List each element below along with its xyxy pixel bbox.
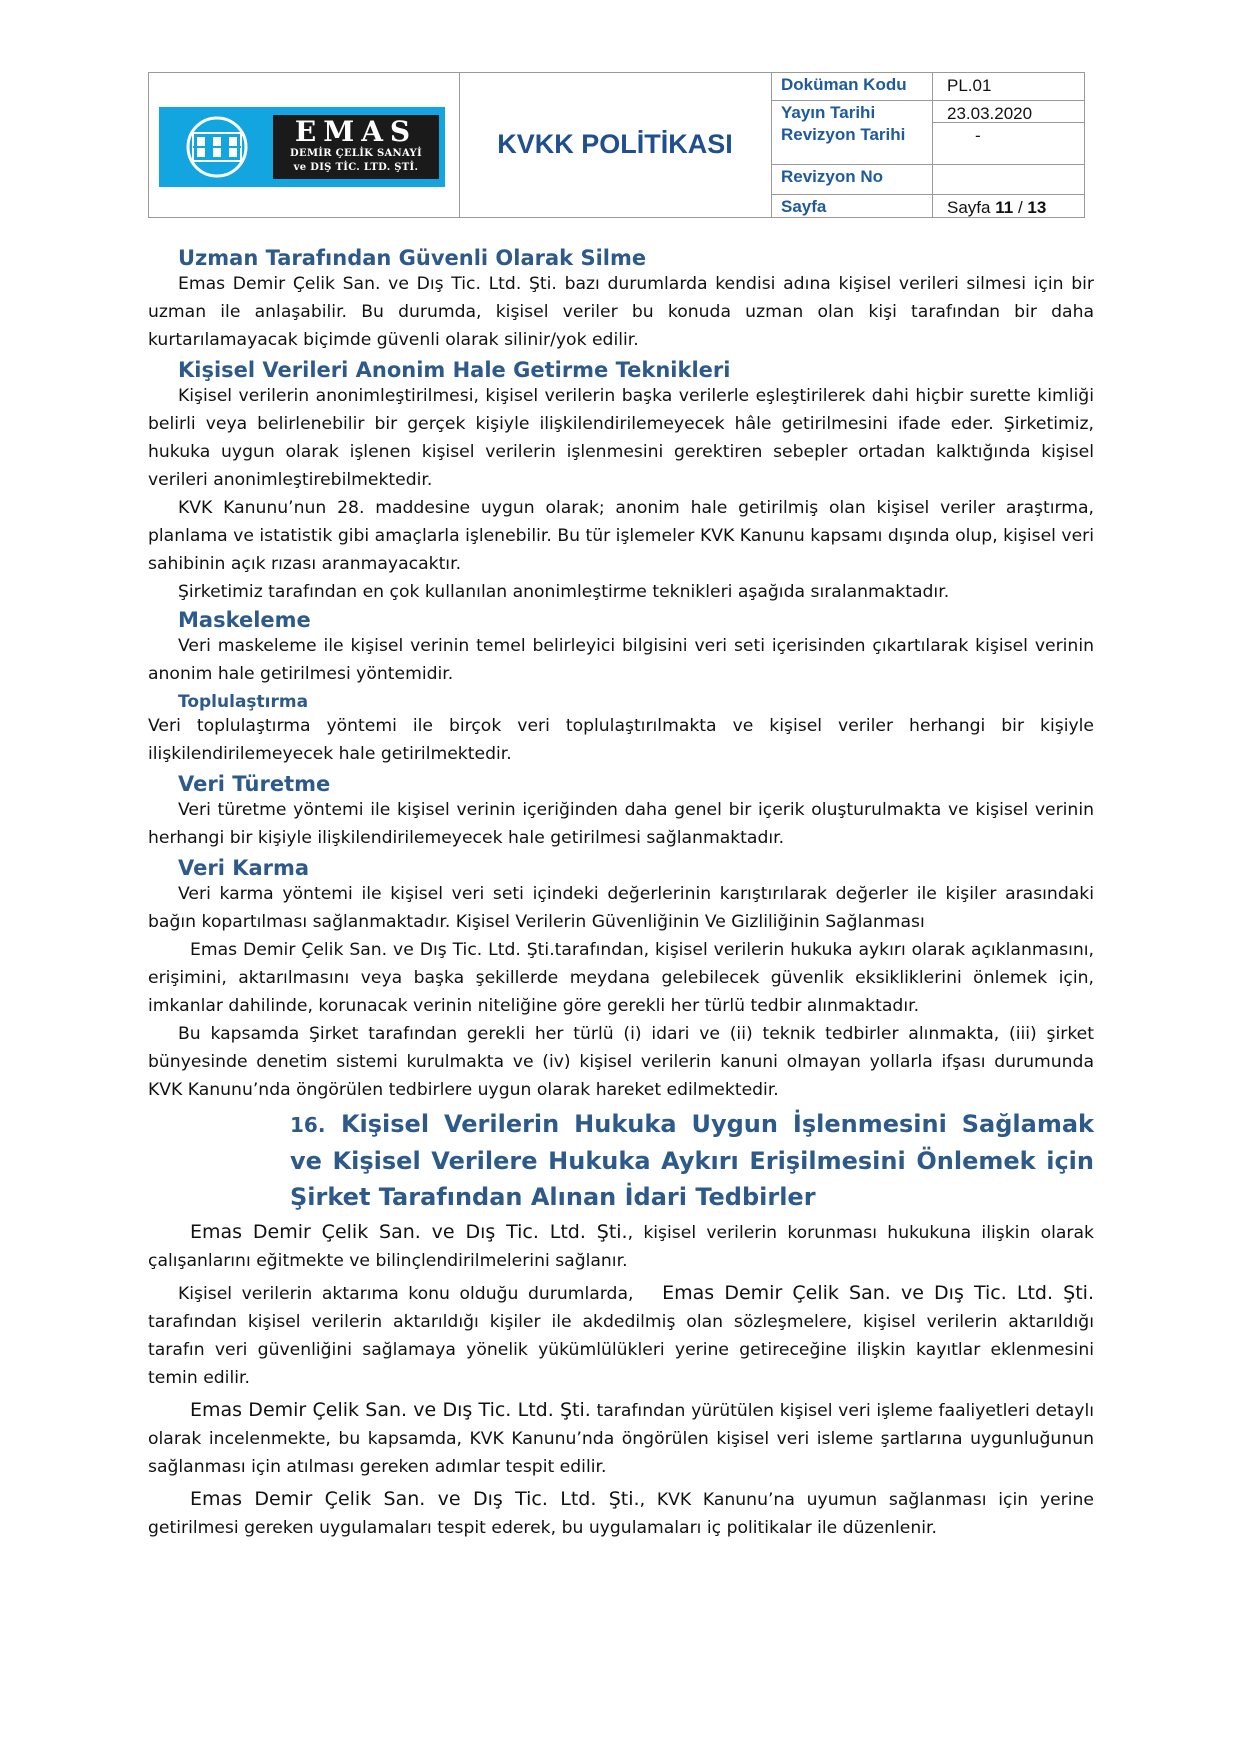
page-indicator — [933, 195, 1084, 217]
meta-value — [933, 165, 1084, 194]
paragraph: Bu kapsamda Şirket tarafından gerekli her türlü (i) idari ve (ii) teknik tedbirler alınmakta, (iii) şirket bünyesinde denetim sistemi kurulmakta ve (iv) kişisel verilerin kanuni olmayan yollarla ifşası durumunda KVK Kanunu’nda öngörülen tedbirlere uygun olarak hareket edilmektedir. — [148, 1024, 1094, 1100]
section-16-heading — [148, 1106, 1094, 1215]
company-name: Emas Demir Çelik San. ve Dış Tic. Ltd. Şti. — [190, 1221, 628, 1243]
section-heading: Uzman Tarafından Güvenli Olarak Silme — [178, 246, 647, 270]
company-name: Emas Demir Çelik San. ve Dış Tic. Ltd. Şti. — [190, 1488, 640, 1510]
paragraph — [148, 1279, 1094, 1392]
meta-row-revision-date — [771, 123, 1084, 165]
meta-row-revision-no — [771, 165, 1084, 195]
meta-value: 23.03.2020 — [933, 101, 1084, 123]
paragraph: Emas Demir Çelik San. ve Dış Tic. Ltd. Şti. bazı durumlarda kendisi adına kişisel verileri silmesi için bir uzman ile anlaşabilir. Bu durumda, kişisel veriler bu konuda uzman olan kişi tarafından bir daha kurtarılamayacak biçimde güvenli olarak silinir/yok edilir. — [148, 274, 1094, 350]
company-name: Emas Demir Çelik San. ve Dış Tic. Ltd. Şti. — [662, 1282, 1094, 1304]
logo-emblem-icon — [167, 115, 267, 179]
paragraph — [148, 1485, 1094, 1542]
section-heading: Veri Türetme — [178, 772, 331, 796]
meta-label: Yayın Tarihi — [771, 101, 933, 123]
paragraph: Veri türetme yöntemi ile kişisel verinin içeriğinden daha genel bir içerik oluşturulmakta ve kişisel verinin herhangi bir kişiyle ilişkilendirilemeyecek hale getirilmesi sağlanmaktadır. — [148, 800, 1094, 848]
meta-table — [771, 73, 1084, 217]
meta-value: - — [975, 126, 981, 145]
page-current: 11 — [995, 198, 1014, 217]
paragraph: Kişisel verilerin anonimleştirilmesi, kişisel verilerin başka verilerle eşleştirilerek dahi hiçbir surette kimliği belirli veya belirlenebilir bir gerçek kişiyle ilişkilendirilemeyecek hâle getirilmesini ifade eder. Şirketimiz, hukuka uygun olarak işlenen kişisel verilerin işlenmesini gerektiren sebepler ortadan kalktığında kişisel verileri anonimleştirebilmektedir. — [148, 386, 1094, 490]
meta-row-page — [771, 195, 1084, 217]
meta-label: Doküman Kodu — [771, 73, 933, 100]
logo-text-box — [273, 115, 439, 179]
page-total: 13 — [1027, 198, 1047, 217]
section-heading: Maskeleme — [178, 608, 311, 632]
paragraph — [148, 1396, 1094, 1481]
paragraph: Emas Demir Çelik San. ve Dış Tic. Ltd. Şti.tarafından, kişisel verilerin hukuka aykırı olarak açıklanmasını, erişimini, aktarılmasını veya başka şekillerde meydana gelebilecek güvenlik eksikliklerini önlemek için, imkanlar dahilinde, korunacak verinin niteliğine göre gerekli her türlü tedbir alınmaktadır. — [148, 940, 1094, 1016]
paragraph-text: Kişisel verilerin aktarıma konu olduğu durumlarda, — [178, 1284, 634, 1304]
meta-label: Sayfa — [771, 195, 933, 217]
logo-subtitle-2: ve DIŞ TİC. LTD. ŞTİ. — [293, 162, 419, 173]
paragraph: KVK Kanunu’nun 28. maddesine uygun olarak; anonim hale getirilmiş olan kişisel veriler araştırma, planlama ve istatistik gibi amaçlarla işlenebilir. Bu tür işlemeler KVK Kanunu kapsamı dışında olup, kişisel veri sahibinin açık rızası aranmayacaktır. — [148, 498, 1094, 574]
paragraph-text: , kişisel verilerin korunması hukukuna ilişkin olarak çalışanlarını eğitmekte ve bilinçlendirilmelerini sağlanır. — [148, 1223, 1094, 1271]
logo-name: EMAS — [294, 115, 418, 148]
company-name: Emas Demir Çelik San. ve Dış Tic. Ltd. Şti. — [190, 1399, 591, 1421]
document-header — [148, 72, 1085, 218]
title-cell — [459, 73, 772, 217]
section-heading: Toplulaştırma — [178, 692, 309, 712]
page-separator: / — [1017, 198, 1023, 217]
logo-cell — [149, 73, 460, 217]
paragraph: Veri toplulaştırma yöntemi ile birçok veri toplulaştırılmakta ve kişisel veriler herhangi bir kişiyle ilişkilendirilemeyecek hale getirilmektedir. — [148, 716, 1094, 764]
section-heading: Kişisel Verileri Anonim Hale Getirme Teknikleri — [178, 358, 731, 382]
paragraph-text: tarafından yürütülen kişisel veri işleme faaliyetleri detaylı olarak incelenmekte, bu kapsamda, KVK Kanunu’nda öngörülen kişisel veri isleme şartlarına uygunluğunun sağlanması için atılması gereken adımlar tespit edilir. — [148, 1401, 1094, 1477]
meta-row-doc-code — [771, 73, 1084, 101]
meta-label: Revizyon Tarihi — [771, 123, 933, 164]
paragraph-text: , KVK Kanunu’na uyumun sağlanması için yerine getirilmesi gereken uygulamaları tespit ederek, bu uygulamaları iç politikalar ile düzenlenir. — [148, 1490, 1094, 1538]
logo-subtitle-1: DEMİR ÇELİK SANAYİ — [290, 148, 422, 159]
page-prefix: Sayfa — [947, 198, 991, 217]
meta-label: Revizyon No — [771, 165, 933, 194]
section-number: 16. — [290, 1113, 326, 1137]
paragraph-text: tarafından kişisel verilerin aktarıldığı kişiler ile akdedilmiş olan sözleşmelere, kişisel verilerin aktarıldığı tarafın veri güvenliğini sağlamaya yönelik yükümlülükleri yerine getireceğine ilişkin kayıtlar eklenmesini temin edilir. — [148, 1312, 1094, 1388]
meta-row-publish-date — [771, 101, 1084, 123]
meta-value: PL.01 — [947, 76, 992, 95]
paragraph: Veri maskeleme ile kişisel verinin temel belirleyici bilgisini veri seti içerisinden çıkartılarak kişisel verinin anonim hale getirilmesi yöntemidir. — [148, 636, 1094, 684]
paragraph: Veri karma yöntemi ile kişisel veri seti içindeki değerlerinin karıştırılarak değerler ile kişiler arasındaki bağın kopartılması sağlanmaktadır. Kişisel Verilerin Güvenliğinin Ve Gizliliğinin Sağlanması — [148, 884, 1094, 932]
section-heading: Veri Karma — [178, 856, 310, 880]
company-logo — [159, 107, 445, 187]
section-title: Kişisel Verilerin Hukuka Uygun İşlenmesini Sağlamak ve Kişisel Verilere Hukuka Aykırı Erişilmesini Önlemek için Şirket Tarafından Alınan İdari Tedbirler — [290, 1110, 1094, 1211]
paragraph: Şirketimiz tarafından en çok kullanılan anonimleştirme teknikleri aşağıda sıralanmaktadır. — [178, 582, 950, 602]
document-body — [148, 246, 1094, 1542]
paragraph — [148, 1218, 1094, 1275]
document-title: KVKK POLİTİKASI — [497, 129, 733, 159]
